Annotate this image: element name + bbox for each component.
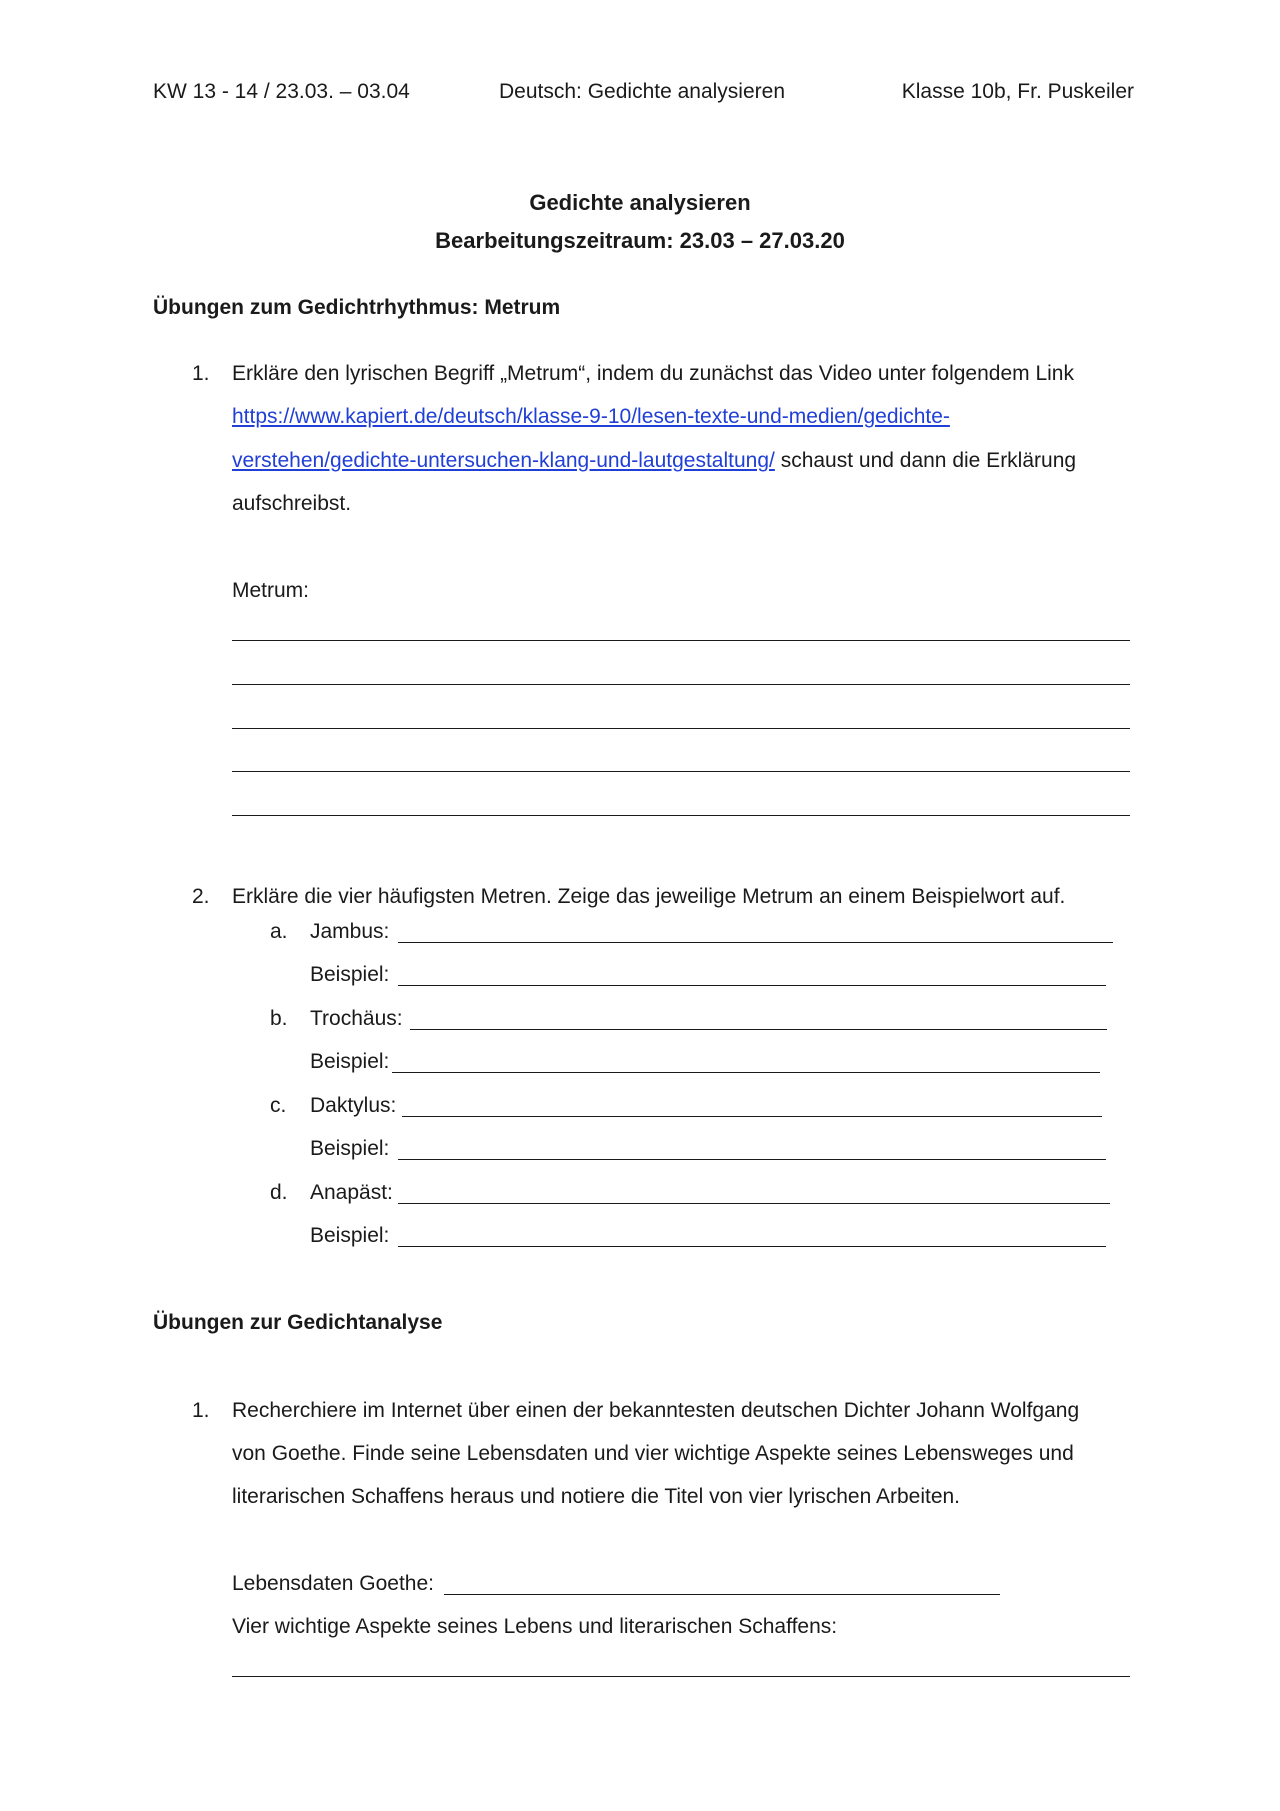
task-text: Erkläre den lyrischen Begriff „Metrum“, indem du zunächst das Video unter folgendem Link — [232, 362, 1074, 385]
lebensdaten-label: Lebensdaten Goethe: — [232, 1572, 435, 1595]
header-right: Klasse 10b, Fr. Puskeiler — [901, 80, 1134, 103]
answer-line[interactable] — [232, 684, 1130, 685]
metrum-label: Metrum: — [232, 579, 310, 602]
aspects-label: Vier wichtige Aspekte seines Lebens und literarischen Schaffens: — [232, 1615, 838, 1638]
header-left: KW 13 - 14 / 23.03. – 03.04 — [153, 80, 410, 103]
task-number: 2. — [192, 885, 210, 908]
section-heading-gedichtanalyse: Übungen zur Gedichtanalyse — [153, 1311, 443, 1334]
video-link-line1[interactable]: https://www.kapiert.de/deutsch/klasse-9-10/lesen-texte-und-medien/gedichte- — [232, 405, 950, 428]
answer-line[interactable] — [232, 728, 1130, 729]
page-subtitle: Bearbeitungszeitraum: 23.03 – 27.03.20 — [435, 228, 845, 253]
jambus-label: Jambus: — [310, 920, 390, 943]
daktylus-answer-line[interactable] — [402, 1116, 1102, 1117]
example-label: Beispiel: — [310, 1050, 390, 1073]
answer-line[interactable] — [232, 815, 1130, 816]
task-text: literarischen Schaffens heraus und notiere die Titel von vier lyrischen Arbeiten. — [232, 1485, 961, 1508]
list-letter: b. — [270, 1007, 288, 1030]
daktylus-example-line[interactable] — [398, 1159, 1106, 1160]
anapaest-label: Anapäst: — [310, 1181, 393, 1204]
page-title: Gedichte analysieren — [529, 190, 751, 215]
answer-line[interactable] — [232, 1676, 1130, 1677]
jambus-answer-line[interactable] — [398, 942, 1113, 943]
task-number: 1. — [192, 362, 210, 385]
task-text-line3 — [232, 449, 1076, 473]
task-text: von Goethe. Finde seine Lebensdaten und vier wichtige Aspekte seines Lebensweges und — [232, 1442, 1074, 1465]
example-label: Beispiel: — [310, 1137, 390, 1160]
video-link-line2[interactable]: verstehen/gedichte-untersuchen-klang-und-lautgestaltung/ — [232, 449, 775, 472]
jambus-example-line[interactable] — [398, 985, 1106, 986]
list-letter: a. — [270, 920, 288, 943]
lebensdaten-answer-line[interactable] — [444, 1594, 1000, 1595]
daktylus-label: Daktylus: — [310, 1094, 397, 1117]
list-letter: d. — [270, 1181, 288, 1204]
list-letter: c. — [270, 1094, 287, 1117]
task-text-line4: aufschreibst. — [232, 492, 352, 515]
anapaest-example-line[interactable] — [398, 1246, 1106, 1247]
header-center: Deutsch: Gedichte analysieren — [499, 80, 785, 103]
answer-line[interactable] — [232, 771, 1130, 772]
task-text-rest: schaust und dann die Erklärung — [774, 449, 1077, 472]
trochaeus-answer-line[interactable] — [410, 1029, 1107, 1030]
section-heading-metrum: Übungen zum Gedichtrhythmus: Metrum — [153, 296, 561, 319]
answer-line[interactable] — [232, 640, 1130, 641]
task-text: Erkläre die vier häufigsten Metren. Zeige das jeweilige Metrum an einem Beispielwort auf. — [232, 885, 1066, 908]
example-label: Beispiel: — [310, 1224, 390, 1247]
task-number: 1. — [192, 1399, 210, 1422]
trochaeus-example-line[interactable] — [392, 1072, 1100, 1073]
trochaeus-label: Trochäus: — [310, 1007, 403, 1030]
task-text: Recherchiere im Internet über einen der bekanntesten deutschen Dichter Johann Wolfgang — [232, 1399, 1080, 1422]
anapaest-answer-line[interactable] — [398, 1203, 1110, 1204]
example-label: Beispiel: — [310, 963, 390, 986]
